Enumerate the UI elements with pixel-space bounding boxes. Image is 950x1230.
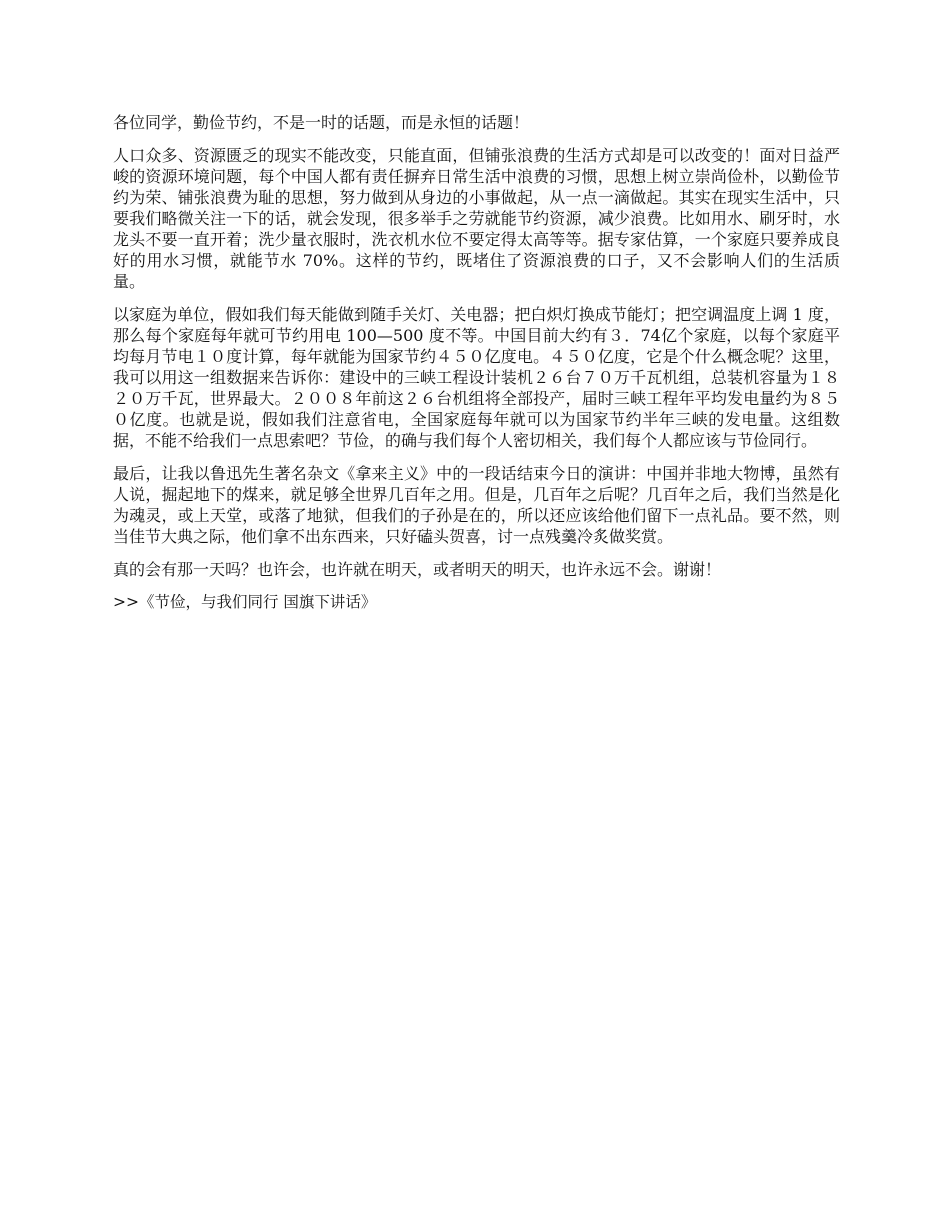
- paragraph-lu-xun-quote: 最后，让我以鲁迅先生著名杂文《拿来主义》中的一段话结束今日的演讲：中国并非地大物博，虽然有人说，掘起地下的煤来，就足够全世界几百年之用。但是，几百年之后呢？几百年之后，我们当然是化为魂灵，或上天堂，或落了地狱，但我们的子孙是在的，所以还应该给他们留下一点礼品。要不然，则当佳节大典之际，他们拿不出东西来，只好磕头贺喜，讨一点残羹冷炙做奖赏。: [113, 464, 840, 546]
- paragraph-resource-waste: 人口众多、资源匮乏的现实不能改变，只能直面，但铺张浪费的生活方式却是可以改变的！面对日益严峻的资源环境问题，每个中国人都有责任摒弃日常生活中浪费的习惯，思想上树立崇尚俭朴，以勤俭节约为荣、铺张浪费为耻的思想，努力做到从身边的小事做起，从一点一滴做起。其实在现实生活中，只要我们略微关注一下的话，就会发现，很多举手之劳就能节约资源，减少浪费。比如用水、刷牙时，水龙头不要一直开着；洗少量衣服时，洗衣机水位不要定得太高等等。据专家估算，一个家庭只要养成良好的用水习惯，就能节水 70%。这样的节约，既堵住了资源浪费的口子，又不会影响人们的生活质量。: [113, 146, 840, 291]
- paragraph-closing: 真的会有那一天吗？也许会，也许就在明天，或者明天的明天，也许永远不会。谢谢！: [113, 560, 722, 579]
- paragraph-greeting: 各位同学，勤俭节约，不是一时的话题，而是永恒的话题！: [113, 113, 530, 132]
- related-article-link[interactable]: >>《节俭，与我们同行 国旗下讲话》: [113, 593, 377, 611]
- document-body: [113, 112, 840, 613]
- paragraph-electricity-saving: 以家庭为单位，假如我们每天能做到随手关灯、关电器；把白炽灯换成节能灯；把空调温度上调 1 度，那么每个家庭每年就可节约用电 100—500 度不等。中国目前大约有３．74亿个家庭，以每个家庭平均每月节电１０度计算，每年就能为国家节约４５０亿度电。４５０亿度，它是个什么概念呢？这里，我可以用这一组数据来告诉你：建设中的三峡工程设计装机２６台７０万千瓦机组，总装机容量为１８２０万千瓦，世界最大。２００８年前这２６台机组将全部投产，届时三峡工程年平均发电量约为８５０亿度。也就是说，假如我们注意省电，全国家庭每年就可以为国家节约半年三峡的发电量。这组数据，不能不给我们一点思索吧？节俭，的确与我们每个人密切相关，我们每个人都应该与节俭同行。: [113, 305, 840, 450]
